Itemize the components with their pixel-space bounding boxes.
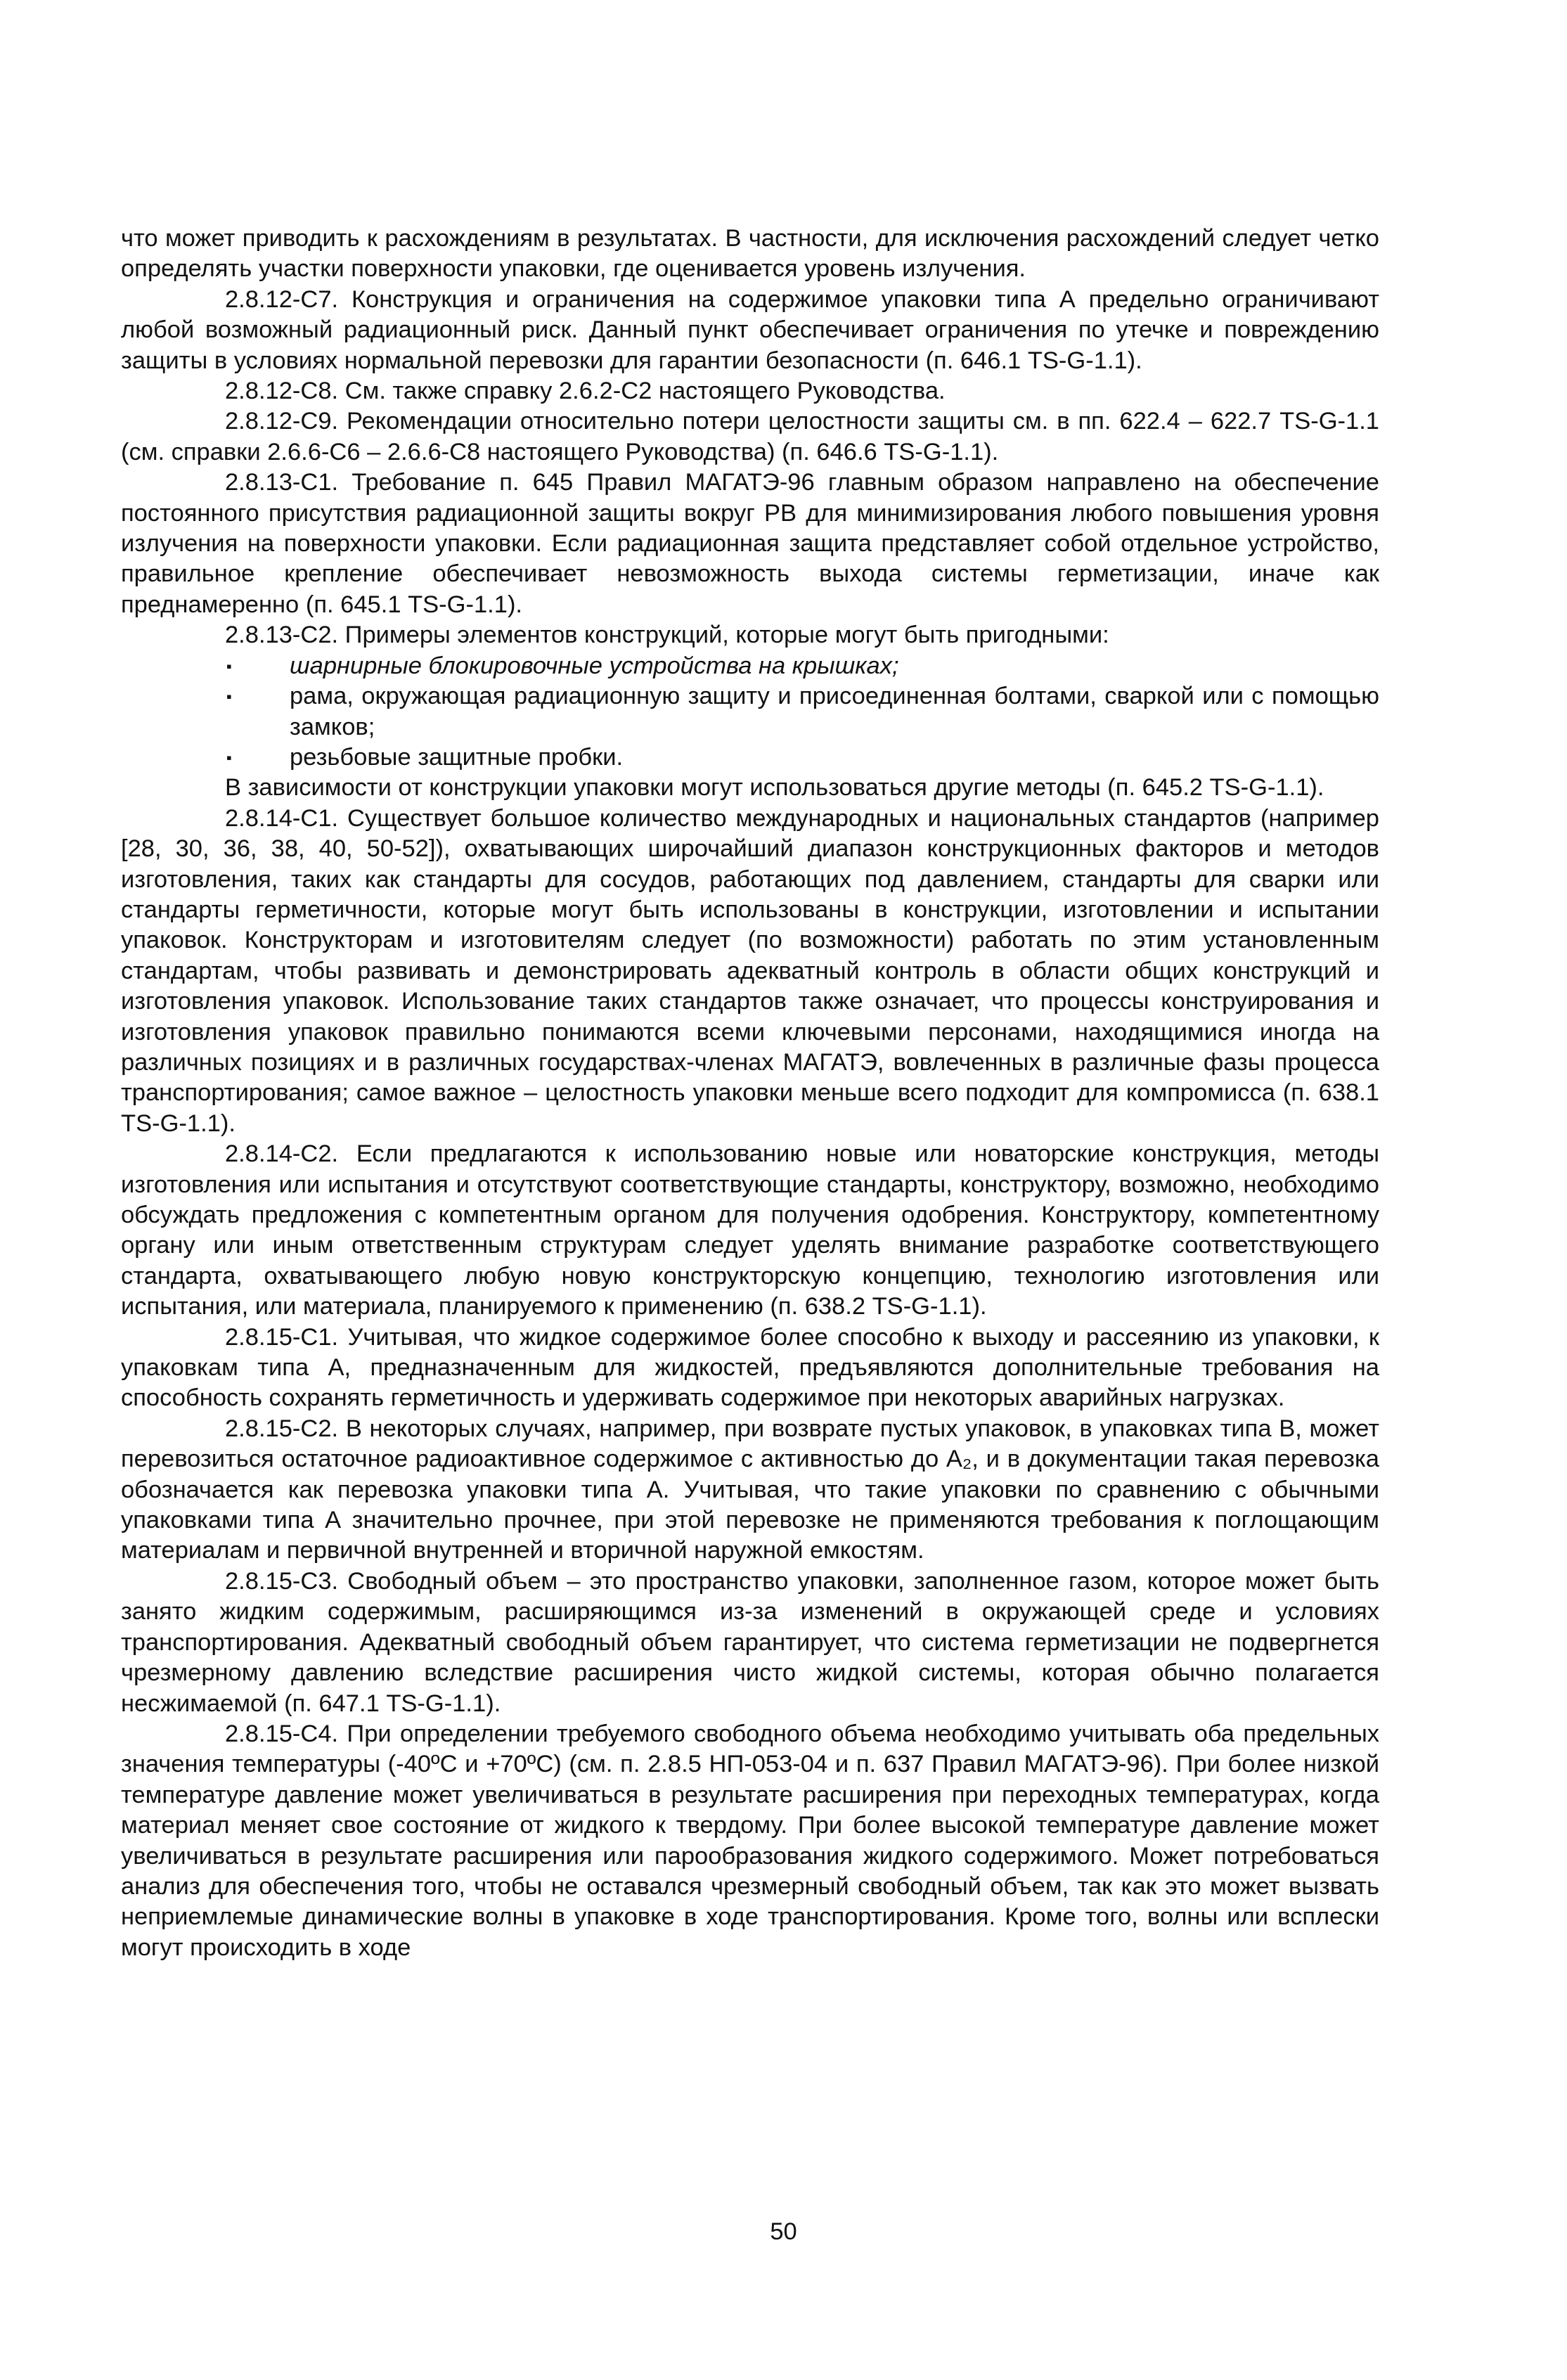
bullet-icon: ▪	[226, 688, 232, 706]
list-item-text: шарнирные блокировочные устройства на крышках;	[290, 652, 899, 679]
list-item	[121, 742, 1379, 773]
paragraph-2-8-12-c8: 2.8.12-С8. См. также справку 2.6.2-С2 настоящего Руководства.	[225, 378, 946, 405]
list-item	[121, 651, 1379, 681]
list-item-text: рама, окружающая радиационную защиту и присоединенная болтами, сваркой или с помощью замков;	[290, 683, 1379, 740]
paragraph-continuation: что может приводить к расхождениям в результатах. В частности, для исключения расхождений следует четко определять участки поверхности упаковки, где оценивается уровень излучения.	[121, 225, 1379, 283]
list-item	[121, 681, 1379, 742]
paragraph-2-8-15-c2: 2.8.15-С2. В некоторых случаях, например, при возврате пустых упаковок, в упаковках типа В, может перевозиться остаточное радиоактивное содержимое с активностью до A₂, и в документации такая перевозка обозначается как перевозка упаковки типа А. Учитывая, что такие упаковки по сравнению с обычными упаковками типа А значительно прочнее, при этой перевозке не применяются требования к поглощающим материалам и первичной внутренней и вторичной наружной емкостям.	[121, 1415, 1379, 1564]
list-item-text: резьбовые защитные пробки.	[290, 743, 624, 771]
bullet-icon: ▪	[226, 748, 232, 766]
paragraph-2-8-14-c1: 2.8.14-С1. Существует большое количество международных и национальных стандартов (например [28, 30, 36, 38, 40, 50-52]), охватывающих широчайший диапазон конструкционных факторов и методов изготовления, таких как стандарты для сосудов, работающих под давлением, стандарты для сварки или стандарты герметичности, которые могут быть использованы в конструкции, изготовлении и испытании упаковок. Конструкторам и изготовителям следует (по возможности) работать по этим установленным стандартам, чтобы развивать и демонстрировать адекватный контроль в области общих конструкций и изготовления упаковок. Использование таких стандартов также означает, что процессы конструирования и изготовления упаковок правильно понимаются всеми ключевыми персонами, находящимися иногда на различных позициях и в различных государствах-членах МАГАТЭ, вовлеченных в различные фазы процесса транспортирования; самое важное – целостность упаковки меньше всего подходит для компромисса (п. 638.1 TS-G-1.1).	[121, 804, 1379, 1137]
paragraph-2-8-12-c9: 2.8.12-С9. Рекомендации относительно потери целостности защиты см. в пп. 622.4 – 622.7 TS-G-1.1 (см. справки 2.6.6-С6 – 2.6.6-С8 настоящего Руководства) (п. 646.6 TS-G-1.1).	[121, 408, 1379, 465]
paragraph-2-8-13-c2: 2.8.13-С2. Примеры элементов конструкций, которые могут быть пригодными:	[225, 622, 1109, 649]
paragraph-2-8-14-c2: 2.8.14-С2. Если предлагаются к использованию новые или новаторские конструкция, методы изготовления или испытания и отсутствуют соответствующие стандарты, конструктору, возможно, необходимо обсуждать предложения с компетентным органом для получения одобрения. Конструктору, компетентному органу или иным ответственным структурам следует уделять внимание разработке соответствующего стандарта, охватывающего любую новую конструкторскую концепцию, технологию изготовления или испытания, или материала, планируемого к применению (п. 638.2 TS-G-1.1).	[121, 1140, 1379, 1320]
paragraph-2-8-15-c1: 2.8.15-С1. Учитывая, что жидкое содержимое более способно к выходу и рассеянию из упаковки, к упаковкам типа А, предназначенным для жидкостей, предъявляются дополнительные требования на способность сохранять герметичность и удерживать содержимое при некоторых аварийных нагрузках.	[121, 1323, 1379, 1412]
paragraph-2-8-15-c4: 2.8.15-С4. При определении требуемого свободного объема необходимо учитывать оба предельных значения температуры (-40ºС и +70ºС) (см. п. 2.8.5 НП-053-04 и п. 637 Правил МАГАТЭ-96). При более низкой температуре давление может увеличиваться в результате расширения при переходных температурах, когда материал меняет свое состояние от жидкого к твердому. При более высокой температуре давление может увеличиваться в результате расширения или парообразования жидкого содержимого. Может потребоваться анализ для обеспечения того, чтобы не оставался чрезмерный свободный объем, так как это может вызвать неприемлемые динамические волны в упаковке в ходе транспортирования. Кроме того, волны или всплески могут происходить в ходе	[121, 1720, 1379, 1961]
paragraph-2-8-13-c2-continued: В зависимости от конструкции упаковки могут использоваться другие методы (п. 645.2 TS-G-1.1).	[225, 774, 1324, 802]
bullet-list	[121, 651, 1379, 773]
paragraph-2-8-15-c3: 2.8.15-С3. Свободный объем – это пространство упаковки, заполненное газом, которое может быть занято жидким содержимым, расширяющимся из-за изменений в окружающей среде и условиях транспортирования. Адекватный свободный объем гарантирует, что система герметизации не подвергнется чрезмерному давлению вследствие расширения чисто жидкой системы, которая обычно полагается несжимаемой (п. 647.1 TS-G-1.1).	[121, 1567, 1379, 1717]
paragraph-2-8-12-c7: 2.8.12-С7. Конструкция и ограничения на содержимое упаковки типа А предельно ограничивают любой возможный радиационный риск. Данный пункт обеспечивает ограничения по утечке и повреждению защиты в условиях нормальной перевозки для гарантии безопасности (п. 646.1 TS-G-1.1).	[121, 285, 1379, 374]
document-body	[121, 224, 1379, 1963]
page-number: 50	[770, 2218, 797, 2245]
paragraph-2-8-13-c1: 2.8.13-С1. Требование п. 645 Правил МАГАТЭ-96 главным образом направлено на обеспечение постоянного присутствия радиационной защиты вокруг РВ для минимизирования любого повышения уровня излучения на поверхности упаковки. Если радиационная защита представляет собой отдельное устройство, правильное крепление обеспечивает невозможность выхода системы герметизации, иначе как преднамеренно (п. 645.1 TS-G-1.1).	[121, 469, 1379, 618]
bullet-icon: ▪	[226, 657, 232, 675]
